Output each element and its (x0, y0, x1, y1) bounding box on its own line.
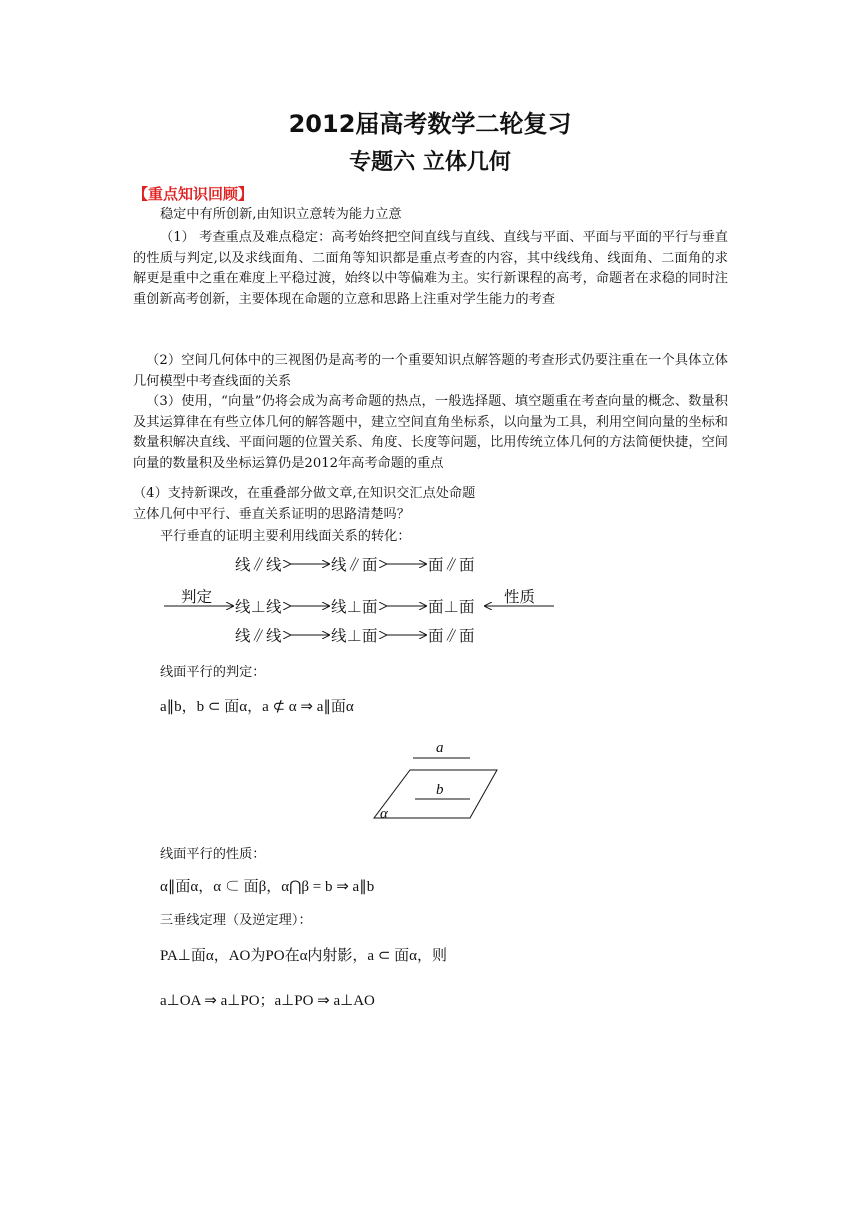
three-perpendicular-formula-1: PA⊥面α，AO为PO在α内射影，a ⊂ 面α，则 (160, 948, 448, 964)
diagram-row3-item2: 线⊥面 (331, 628, 378, 645)
three-perpendicular-title: 三垂线定理（及逆定理）： (160, 913, 312, 928)
property-formula: α∥面α，α ⊂ 面β，α⋂β = b ⇒ a∥b (160, 879, 375, 895)
diagram-row2-item1: 线⊥线 (235, 599, 282, 616)
judgment-title: 线面平行的判定： (160, 665, 266, 680)
intro-text: 稳定中有所创新,由知识立意转为能力立意 (160, 207, 402, 222)
property-title: 线面平行的性质： (160, 847, 266, 862)
paragraph-4: （4）支持新课改，在重叠部分做文章,在知识交汇点处命题 (133, 486, 476, 501)
label-b: b (436, 782, 444, 798)
diagram-row3-item3: 面∥面 (428, 628, 475, 645)
diagram-row1-item2: 线∥面 (331, 557, 378, 574)
diagram-row1-item3: 面∥面 (428, 557, 475, 574)
section-heading: 【重点知识回顾】 (133, 185, 254, 203)
diagram-row1-item1: 线∥线 (235, 557, 282, 574)
label-a: a (436, 740, 444, 756)
diagram-right-label: 性质 (504, 589, 536, 606)
diagram-row2-item3: 面⊥面 (428, 599, 475, 616)
diagram-row2-item2: 线⊥面 (331, 599, 378, 616)
question-text: 立体几何中平行、垂直关系证明的思路清楚吗？ (133, 507, 410, 522)
diagram-left-label: 判定 (181, 589, 213, 606)
judgment-formula: a∥b，b ⊂ 面α，a ⊄ α ⇒ a∥面α (160, 699, 354, 715)
diagram-row3-item1: 线∥线 (235, 628, 282, 645)
paragraph-3: （3）使用，“向量”仍将会成为高考命题的热点，一般选择题、填空题重在考查向量的概念、数量积及其运算律在有些立体几何的解答题中，建立空间直角坐标系，以向量为工具，利用空间向量的坐标和数量积解决直线、平面问题的位置关系、角度、长度等问题，比用传统立体几何的方法简便快捷，空间向量的数量积及坐标运算仍是2012年高考命题的重点 (133, 394, 728, 471)
page-subtitle: 专题六 立体几何 (349, 150, 511, 175)
three-perpendicular-formula-2: a⊥OA ⇒ a⊥PO；a⊥PO ⇒ a⊥AO (160, 993, 375, 1009)
plane-figure (360, 732, 510, 827)
paragraph-2: （2）空间几何体中的三视图仍是高考的一个重要知识点解答题的考查形式仍要注重在一个具体立体几何模型中考查线面的关系 (133, 353, 728, 389)
label-alpha: α (380, 806, 388, 822)
paragraph-1: （1） 考查重点及难点稳定：高考始终把空间直线与直线、直线与平面、平面与平面的平行与垂直的性质与判定,以及求线面角、二面角等知识都是重点考查的内容，其中线线角、线面角、二面角的求解更是重中之重在难度上平稳过渡，始终以中等偏难为主。实行新课程的高考，命题者在求稳的同时注重创新高考创新，主要体现在命题的立意和思路上注重对学生能力的考查 (133, 230, 728, 307)
transform-intro: 平行垂直的证明主要利用线面关系的转化： (160, 529, 411, 544)
page-title: 2012届高考数学二轮复习 (288, 110, 572, 138)
